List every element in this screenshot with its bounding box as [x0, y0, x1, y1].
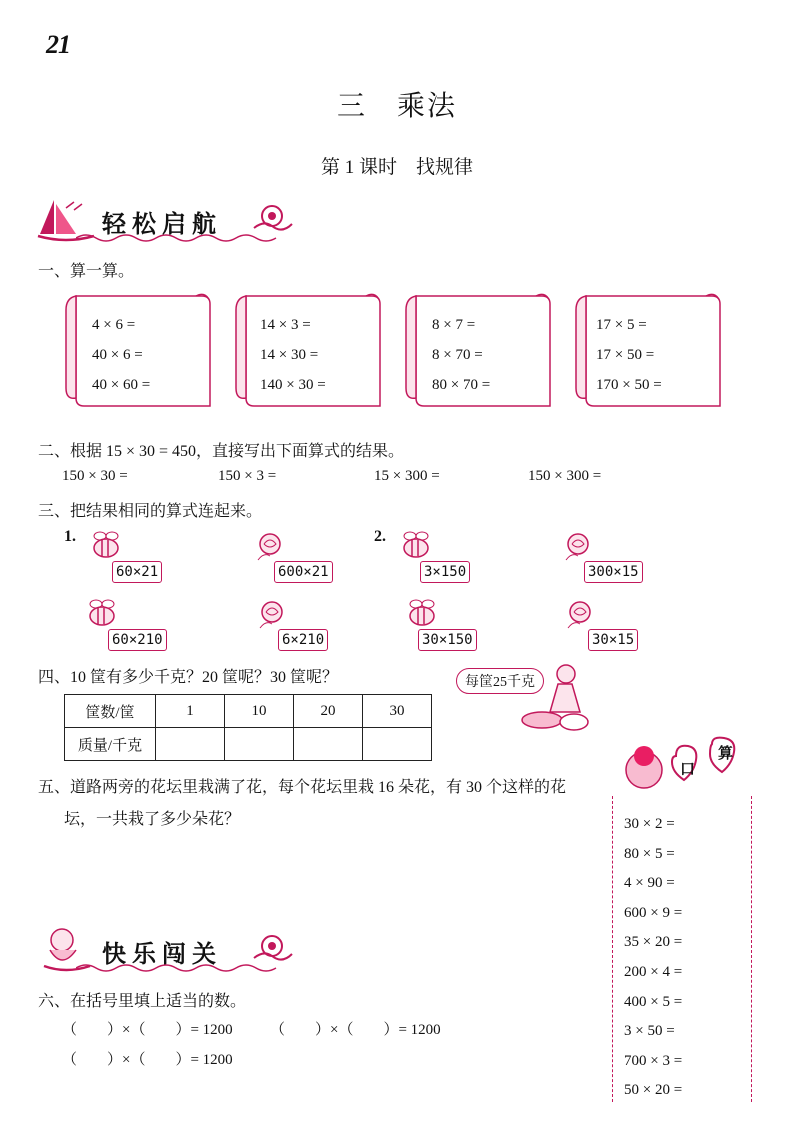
scroll-expression: 14 × 3 =: [260, 317, 311, 333]
speech-bubble: 每筐25千克: [456, 668, 544, 694]
expression-tag[interactable]: 60×210: [108, 629, 167, 651]
expression-tag[interactable]: 600×21: [274, 561, 333, 583]
oral-heading-char: 算: [718, 746, 734, 762]
scroll-card: [572, 288, 722, 416]
scroll-expression: 40 × 6 =: [92, 347, 143, 363]
scroll-expression: 8 × 70 =: [432, 347, 483, 363]
page-number: 21: [46, 30, 70, 59]
oral-heading-char: 口: [680, 762, 696, 778]
expression-tag[interactable]: 30×15: [588, 629, 638, 651]
expression-tag[interactable]: 60×21: [112, 561, 162, 583]
scroll-expression: 14 × 30 =: [260, 347, 319, 363]
scroll-expression: 170 × 50 =: [596, 377, 662, 393]
q2-expression: 150 × 3 =: [218, 468, 277, 484]
rose-icon: [250, 598, 290, 632]
oral-expression: 3 × 50 =: [624, 1023, 675, 1040]
q5-line-1: 五、道路两旁的花坛里栽满了花，每个花坛里栽 16 朵花，有 30 个这样的花: [38, 779, 567, 796]
bee-icon: [394, 530, 434, 564]
q4-title: 四、10 筐有多少千克？20 筐呢？30 筐呢？: [38, 669, 339, 686]
answer-cell[interactable]: [225, 728, 294, 761]
q2-expression: 15 × 300 =: [374, 468, 440, 484]
q3-group-label: 2.: [374, 528, 386, 545]
lesson-title: 第 1 课时 找规律: [320, 157, 473, 178]
rose-icon: [556, 530, 596, 564]
scroll-card: [62, 288, 212, 416]
scroll-expression: 40 × 60 =: [92, 377, 151, 393]
oral-expression: 30 × 2 =: [624, 816, 675, 832]
section-banner-1: [36, 196, 296, 246]
oral-expression: 35 × 20 =: [624, 934, 683, 951]
oral-expression: 50 × 20 =: [624, 1082, 683, 1099]
q2-title: 二、根据 15 × 30 = 450，直接写出下面算式的结果。: [38, 443, 405, 460]
q6-title: 六、在括号里填上适当的数。: [38, 993, 247, 1010]
scroll-expression: 140 × 30 =: [260, 377, 326, 393]
q2-expression: 150 × 300 =: [528, 468, 602, 484]
q2-expression: 150 × 30 =: [62, 468, 128, 484]
section-banner-2: [36, 926, 296, 976]
table-header-cell: 筐数/筐: [65, 695, 156, 728]
girl-with-basket-icon: [520, 660, 592, 736]
q3-title: 三、把结果相同的算式连起来。: [38, 503, 263, 520]
expression-tag[interactable]: 300×15: [584, 561, 643, 583]
fill-blank-expression[interactable]: （ ）×（ ）= 1200: [62, 1022, 233, 1038]
q5-line-2: 坛，一共栽了多少朵花？: [64, 811, 241, 828]
expression-tag[interactable]: 30×150: [418, 629, 477, 651]
oral-expression: 700 × 3 =: [624, 1052, 683, 1069]
swirl-flower-icon: [248, 928, 294, 968]
swirl-flower-icon: [248, 198, 294, 238]
bee-icon: [84, 530, 124, 564]
bee-icon: [80, 598, 120, 632]
scroll-expression: 17 × 5 =: [596, 317, 647, 333]
q1-title: 一、算一算。: [38, 263, 135, 280]
chapter-title: 三 乘法: [336, 91, 457, 122]
scroll-card: [402, 288, 552, 416]
scroll-expression: 4 × 6 =: [92, 317, 136, 333]
answer-cell[interactable]: [156, 728, 225, 761]
banner-title: 快乐闯关: [102, 942, 222, 968]
scroll-expression: 17 × 50 =: [596, 347, 655, 363]
answer-cell[interactable]: [294, 728, 363, 761]
scroll-expression: 80 × 70 =: [432, 377, 491, 393]
scroll-expression: 8 × 7 =: [432, 317, 476, 333]
scroll-card: [232, 288, 382, 416]
expression-tag[interactable]: 3×150: [420, 561, 470, 583]
table-header-cell: 20: [294, 695, 363, 728]
rose-icon: [248, 530, 288, 564]
oral-expression: 80 × 5 =: [624, 845, 675, 862]
oral-expression: 600 × 9 =: [624, 904, 683, 921]
table-row-label: 质量/千克: [65, 728, 156, 761]
table-header-cell: 1: [156, 695, 225, 728]
fill-blank-expression[interactable]: （ ）×（ ）= 1200: [62, 1052, 233, 1068]
q3-group-label: 1.: [64, 528, 76, 545]
answer-cell[interactable]: [363, 728, 432, 761]
bee-icon: [400, 598, 440, 632]
expression-tag[interactable]: 6×210: [278, 629, 328, 651]
table-header-cell: 30: [363, 695, 432, 728]
oral-expression: 400 × 5 =: [624, 993, 683, 1010]
oral-expression: 4 × 90 =: [624, 875, 675, 892]
oral-expression: 200 × 4 =: [624, 963, 683, 980]
table-header-cell: 10: [225, 695, 294, 728]
oral-math-list: [624, 810, 682, 1106]
banner-title: 轻松启航: [102, 212, 222, 238]
rose-icon: [558, 598, 598, 632]
fill-blank-expression[interactable]: （ ）×（ ）= 1200: [270, 1022, 441, 1038]
basket-table: [64, 694, 432, 761]
